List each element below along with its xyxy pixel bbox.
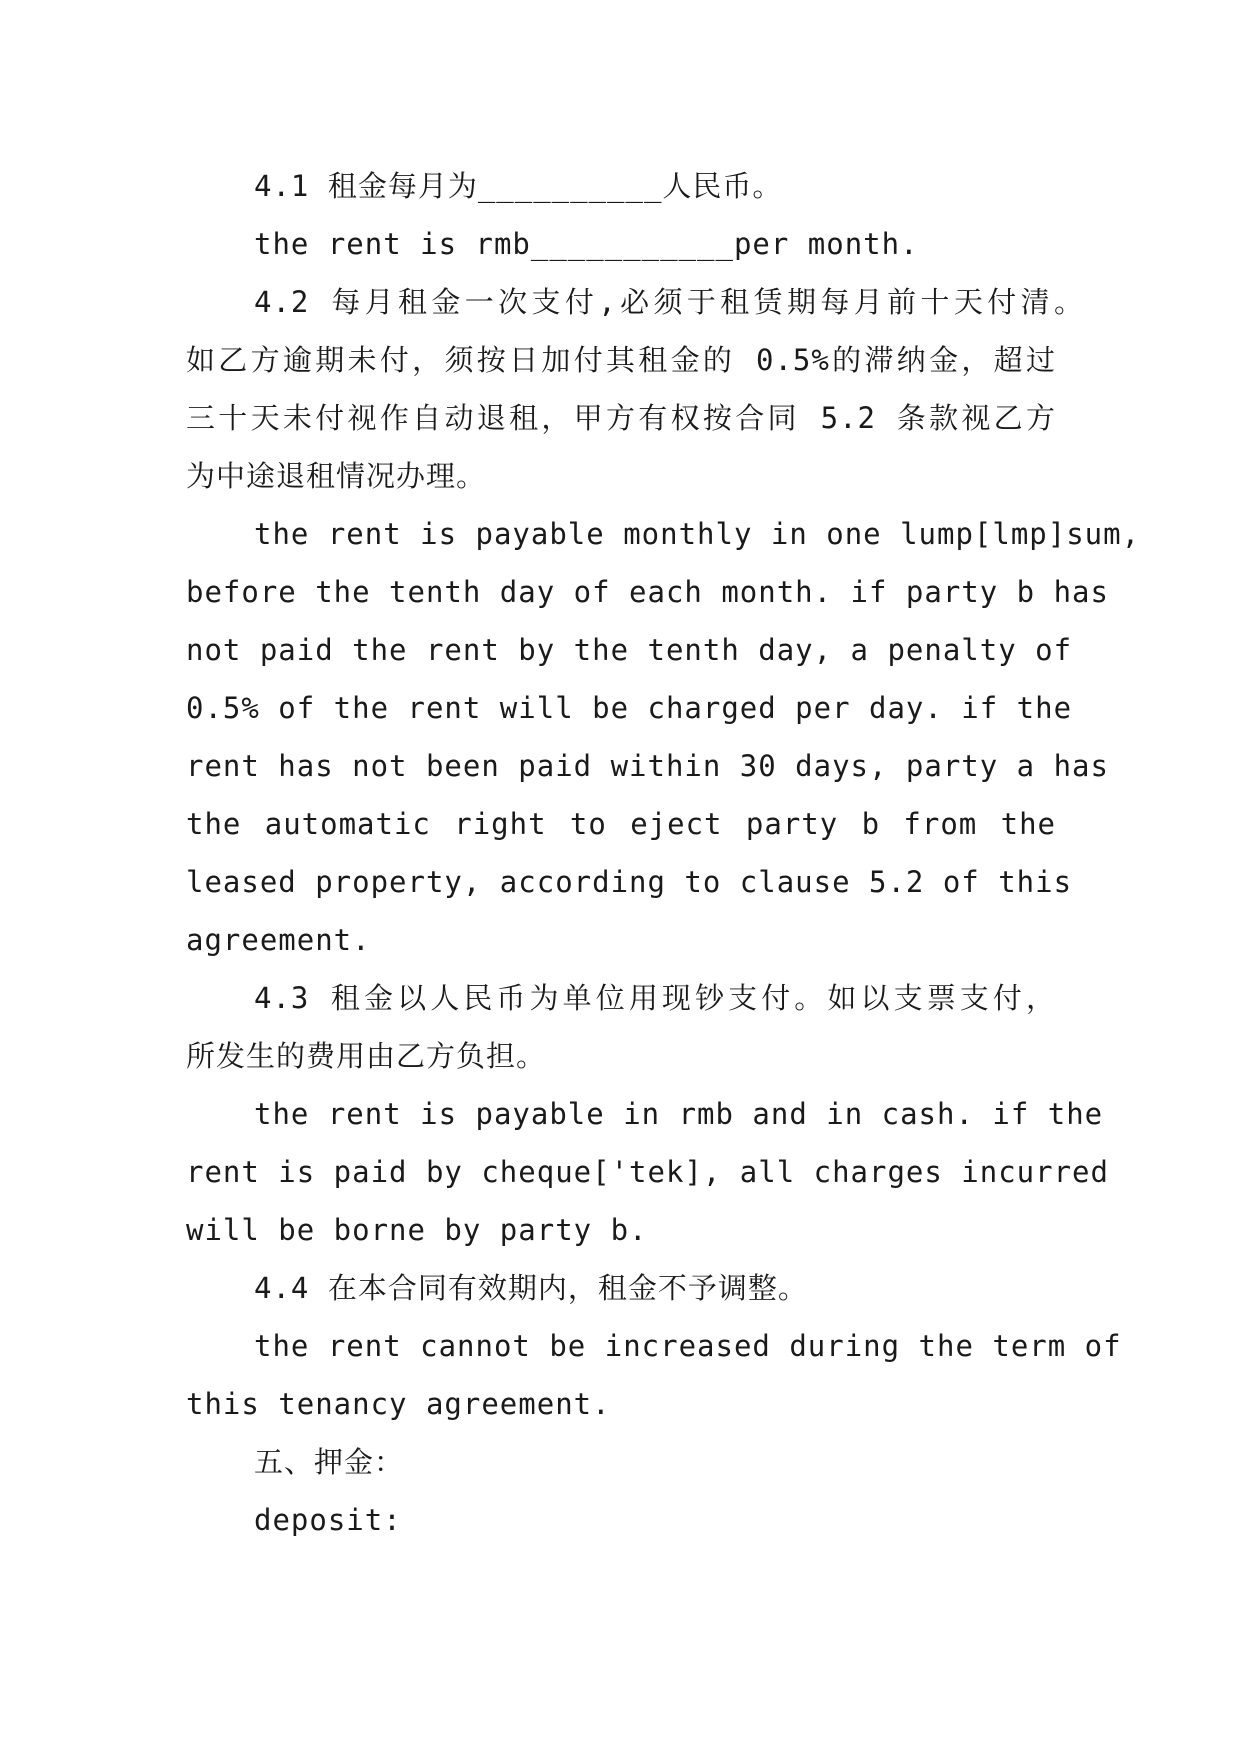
clause-4-1-english: the rent is rmb___________per month. xyxy=(254,227,919,261)
clause-4-3-english-line-2: rent is paid by cheque['tek], all charges incurred xyxy=(186,1155,1109,1189)
clause-4-2-english-line-2: before the tenth day of each month. if party b has xyxy=(186,575,1109,609)
clause-4-2-english-line-5: rent has not been paid within 30 days, party a has xyxy=(186,749,1109,783)
clause-4-3-english-line-3: will be borne by party b. xyxy=(186,1213,648,1247)
clause-4-2-english-line-1: the rent is payable monthly in one lump[lmp]sum, xyxy=(254,517,1141,551)
clause-4-2-chinese-line-1: 4.2 每月租金一次支付,必须于租赁期每月前十天付清。 xyxy=(254,285,1084,319)
clause-4-2-english-line-7: leased property, according to clause 5.2 of this xyxy=(186,865,1073,899)
clause-4-2-chinese-line-4: 为中途退租情况办理。 xyxy=(186,459,487,493)
clause-4-2-chinese-line-2: 如乙方逾期未付，须按日加付其租金的 0.5%的滞纳金，超过 xyxy=(186,343,1056,377)
clause-4-3-chinese-line-1: 4.3 租金以人民币为单位用现钞支付。如以支票支付， xyxy=(254,981,1056,1015)
clause-4-4-english-line-2: this tenancy agreement. xyxy=(186,1387,611,1421)
section-5-heading-english: deposit: xyxy=(254,1503,402,1537)
clause-4-2-english-line-8: agreement. xyxy=(186,923,371,957)
section-5-heading-chinese: 五、押金： xyxy=(254,1445,405,1479)
clause-4-2-english-line-3: not paid the rent by the tenth day, a penalty of xyxy=(186,633,1073,667)
clause-4-2-english-line-6: the automatic right to eject party b from the xyxy=(186,807,1056,841)
clause-4-3-english-line-1: the rent is payable in rmb and in cash. if the xyxy=(254,1097,1104,1131)
clause-4-2-english-line-4: 0.5% of the rent will be charged per day. if the xyxy=(186,691,1073,725)
clause-4-3-chinese-line-2: 所发生的费用由乙方负担。 xyxy=(186,1039,547,1073)
clause-4-4-english-line-1: the rent cannot be increased during the term of xyxy=(254,1329,1122,1363)
clause-4-4-chinese: 4.4 在本合同有效期内，租金不予调整。 xyxy=(254,1271,808,1305)
clause-4-1-chinese: 4.1 租金每月为__________人民币。 xyxy=(254,169,783,203)
clause-4-2-chinese-line-3: 三十天未付视作自动退租，甲方有权按合同 5.2 条款视乙方 xyxy=(186,401,1056,435)
